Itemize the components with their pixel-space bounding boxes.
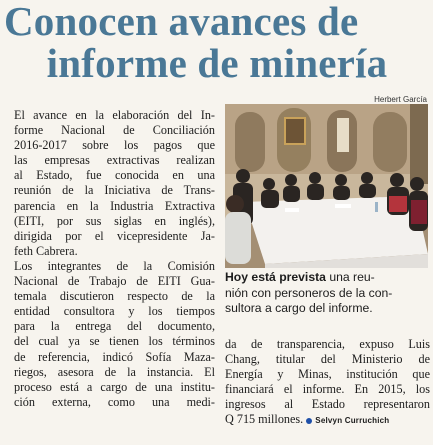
- text-line: financiará el informe. En 2015, los: [225, 382, 430, 397]
- photo-credit: Herbert García: [374, 95, 427, 104]
- meeting-photo: [225, 104, 428, 268]
- right-column: [225, 337, 430, 429]
- headline: [4, 0, 430, 84]
- paragraph-1: [4, 108, 215, 259]
- text-line: forme Nacional de Conciliación: [14, 123, 215, 138]
- text-line: (EITI, por sus siglas en inglés),: [14, 213, 215, 228]
- text-line: parencia en la Industria Extractiva: [14, 198, 215, 213]
- text-line: temala discutieron respecto de la: [14, 289, 215, 304]
- text-line: las empresas extractivas realizan: [14, 153, 215, 168]
- text-line: dirigida por el vicepresidente Ja-: [14, 228, 215, 243]
- headline-line-2: informe de minería: [46, 40, 388, 86]
- left-column: [4, 108, 215, 410]
- text-line: de referencia, indicó Sofía Maza-: [14, 349, 215, 364]
- bullet-icon: [306, 418, 312, 424]
- text-line: da de transparencia, expuso Luis: [225, 337, 430, 351]
- text-line: El avance en la elaboración del In-: [14, 108, 215, 122]
- author-byline: Selvyn Curruchich: [315, 416, 390, 426]
- text-line: del cual ya se tienen los términos: [14, 334, 215, 349]
- text-line: Chang, titular del Ministerio de: [225, 352, 430, 367]
- text-line: 2016-2017 sobre los pagos que: [14, 138, 215, 153]
- closing-line: [225, 412, 430, 428]
- text-line: reunión de la Iniciativa de Trans-: [14, 183, 215, 198]
- text-line: proceso está a cargo de una institu-: [14, 379, 215, 394]
- text-line: riegos, asesora de la instancia. El: [14, 364, 215, 379]
- caption-line-3: sultora a cargo del informe.: [225, 301, 373, 315]
- headline-line-1: Conocen avances de: [4, 0, 359, 44]
- caption-lead: Hoy está prevista: [225, 270, 326, 284]
- text-line: Nacional de Trabajo de EITI Gua-: [14, 274, 215, 289]
- text-line: para la entrega del documento,: [14, 319, 215, 334]
- text-line: ción externa, como una medi-: [14, 394, 215, 409]
- text-line: feth Cabrera.: [14, 243, 78, 258]
- text-line: Energía y Minas, institución que: [225, 367, 430, 382]
- caption-line-2: nión con personeros de la con-: [225, 285, 393, 300]
- caption-line-1: [225, 270, 428, 286]
- text-line: entidad consultora y los tiempos: [14, 304, 215, 319]
- caption-text: una reu-: [325, 270, 375, 284]
- text-line: al Estado, fue conocida en una: [14, 168, 215, 183]
- closing-text: Q 715 millones.: [225, 412, 304, 427]
- paragraph-2: [4, 259, 215, 410]
- text-line: ingresos al Estado representaron: [225, 397, 430, 412]
- text-line: Los integrantes de la Comisión: [14, 258, 215, 273]
- photo-caption: [225, 270, 428, 317]
